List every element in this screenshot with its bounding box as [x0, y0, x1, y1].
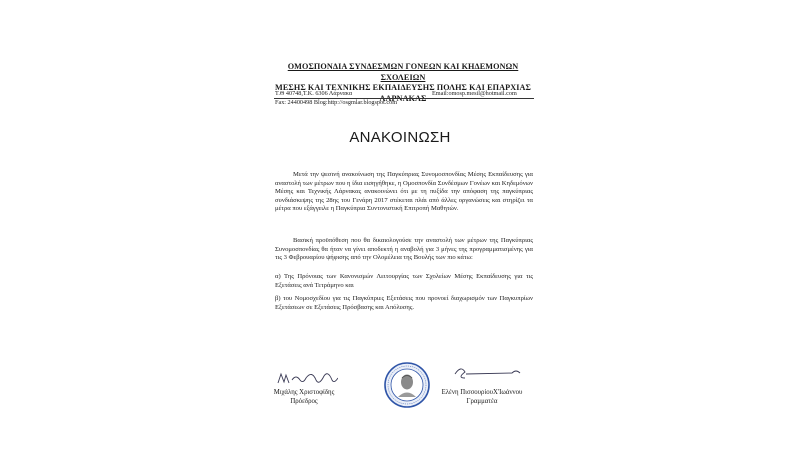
- president-signature: [276, 368, 338, 388]
- secretary-role: Γραμματέα: [466, 398, 498, 405]
- president-role: Πρόεδρος: [290, 398, 318, 405]
- secretary-name: Ελένη ΠισσουρίουΧ'Ιωάννου: [441, 389, 523, 396]
- email-address: Email:omosp.mesil@hotmail.com: [432, 90, 517, 97]
- fax-blog: Fax: 24400498 Blog:http://osgmlar.blogspot.com: [275, 99, 398, 106]
- signatory-president: [262, 388, 346, 406]
- org-name-line3: ΛΑΡΝΑΚΑΣ: [379, 93, 427, 103]
- paragraph-2: Βασική προϋπόθεση που θα δικαιολογούσε την αναστολή των μέτρων της Παγκύπριας Συνομοσπονδίας θα ήταν να γίνει αποδεκτή η αναβολή για 3 μήνες της προγραμματισμένης για τις 3 Φεβρουαρίου ψήφισης από την Ολομέλεια της Βουλής των πιο κάτω:: [275, 237, 533, 261]
- list-item-b: β) του Νομοσχεδίου για τις Παγκύπριες Εξετάσεις που προνοεί διαχωρισμόν των Παγκυπρίων Εξετάσεων σε Εξετάσεις Πρόσβασης και Απόλυσης.: [275, 295, 533, 311]
- org-name-line1: ΟΜΟΣΠΟΝΔΙΑ ΣΥΝΔΕΣΜΩΝ ΓΟΝΕΩΝ ΚΑΙ ΚΗΔΕΜΟΝΩΝ ΣΧΟΛΕΙΩΝ: [287, 62, 519, 82]
- president-name: Μιχάλης Χριστοφίδης: [273, 389, 335, 396]
- list-item-a: α) Της Πρόνοιας των Κανονισμών Λειτουργίας των Σχολείων Μέσης Εκπαίδευσης για τις Εξετάσεις ανά Τετράμηνο και: [275, 273, 533, 289]
- organization-seal: [384, 362, 430, 408]
- signatory-secretary: [426, 388, 538, 406]
- contact-block: [275, 90, 352, 98]
- secretary-signature: [452, 364, 524, 382]
- paragraph-1: Μετά την ψεσινή ανακοίνωση της Παγκύπριας Συνομοσπονδίας Μέσης Εκπαίδευσης για αναστολή των μέτρων που η ίδια εισηγήθηκε, η Ομοσπονδία Συνδέσμων Γονέων και Κηδεμόνων Μέσης και Τεχνικής Λάρνακας ανακοινώνει ότι με τη πυξίδα την απόφαση της παγκύπριας συνδιάσκεψης της 28ης του Γενάρη 2017 στέκεται πλάι από άλλες οργανώσεις και στηρίζει τα μέτρα που εξάγγειλε η Παγκύπρια Συντονιστική Επιτροπή Μαθητών.: [275, 171, 533, 212]
- org-name-line2: ΜΕΣΗΣ ΚΑΙ ΤΕΧΝΙΚΗΣ ΕΚΠΑΙΔΕΥΣΗΣ ΠΟΛΗΣ ΚΑΙ ΕΠΑΡΧΙΑΣ: [275, 83, 531, 92]
- document-title: ΑΝΑΚΟΙΝΩΣΗ: [349, 129, 451, 146]
- postal-address: Τ.Θ 40748,Τ.Κ. 6306 Λάρνακα: [275, 90, 353, 97]
